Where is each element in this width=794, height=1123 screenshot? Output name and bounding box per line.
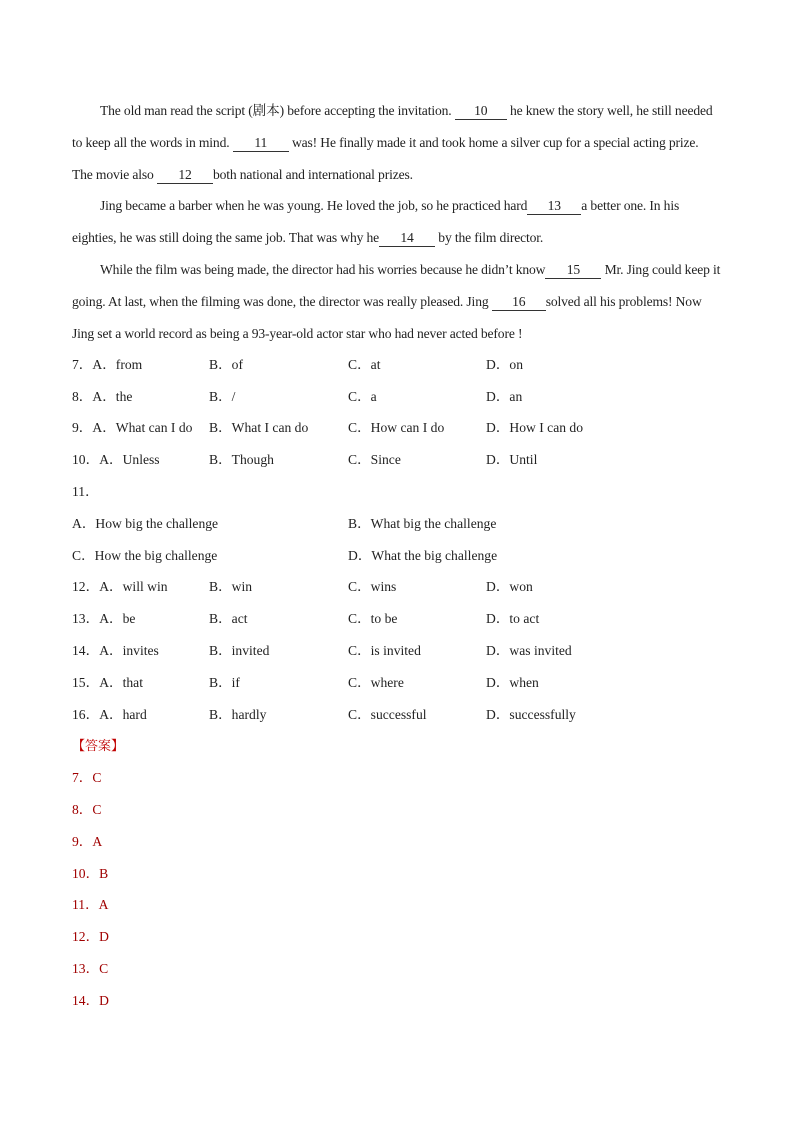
option-d: D．on [486,357,524,372]
question-number: 8．A．the [72,389,133,404]
option-b: B．Though [209,452,274,467]
passage-text: was! He finally made it and took home a silver cup for a special acting prize. The movie also [72,134,699,182]
answer-item: 8．C [72,802,102,817]
option-b: B．/ [209,389,236,404]
option-c: C．a [348,389,377,404]
question-number: 14．A．invites [72,643,159,658]
option-d: D．Until [486,452,538,467]
blank-15: 15 [545,262,601,279]
option-d: D．an [486,389,523,404]
option-b: B．hardly [209,707,267,722]
blank-12: 12 [157,167,213,184]
option-d: D．to act [486,611,540,626]
option-c: C．is invited [348,643,421,658]
option-a: A．from [92,357,143,372]
option-d: D．was invited [486,643,572,658]
question-number: 10．A．Unless [72,452,160,467]
blank-14: 14 [379,230,435,247]
option-c: C．How can I do [348,420,445,435]
answer-item: 11．A [72,897,109,912]
option-c: C．successful [348,707,427,722]
question-number: 12．A．will win [72,579,168,594]
question-number: 9．A．What can I do [72,420,193,435]
passage-text: Mr. Jing could keep it going. At last, when the filming was done, the director was really pleased. Jing [72,262,721,309]
answer-item: 12．D [72,929,110,944]
blank-16: 16 [492,294,546,311]
answer-item: 13．C [72,961,109,976]
option-d: D．won [486,579,533,594]
option-c: C．wins [348,579,397,594]
option-c: C．where [348,675,404,690]
answer-heading: 【答案】 [72,739,125,754]
option-a: A．invites [99,643,159,658]
question-number: 13．A．be [72,611,136,626]
option-b: B．What I can do [209,420,309,435]
option-b: B．if [209,675,240,690]
option-a: A．Unless [99,452,160,467]
option-a: A．the [92,389,133,404]
option-d: D．How I can do [486,420,584,435]
option-b: B．invited [209,643,270,658]
question-number: 7．A．from [72,357,143,372]
option-d: D．when [486,675,539,690]
question-number: 16．A．hard [72,707,147,722]
passage-text: Jing became a barber when he was young. He loved the job, so he practiced hard [100,198,528,213]
passage-text: he knew the story well, he still needed to keep all the words in mind. [72,103,713,150]
blank-13: 13 [527,198,581,215]
option-c: C．at [348,357,381,372]
passage-text: by the film director. [435,229,544,245]
answer-item: 10．B [72,866,109,881]
option-b: B．win [209,579,253,594]
passage-text: a better one. In his eighties, he was still doing the same job. That was why he [72,198,680,245]
answer-item: 9．A [72,834,103,849]
answer-item: 7．C [72,770,102,785]
passage-text: The old man read the script (剧本) before accepting the invitation. [100,103,455,118]
question-11-number: 11． [72,484,99,499]
option-d: D．successfully [486,707,576,722]
question-number: 15．A．that [72,675,143,690]
option-a: A．that [99,675,143,690]
passage-paragraph-2 [72,190,722,254]
option-c: C．Since [348,452,401,467]
option-a: A．What can I do [92,420,193,435]
option-c: C．to be [348,611,398,626]
option-d: D．What the big challenge [348,548,498,563]
passage-text: While the film was being made, the director had his worries because he didn’t know [100,262,546,277]
answer-item: 14．D [72,993,110,1008]
option-b: B．of [209,357,243,372]
option-b: B．act [209,611,248,626]
passage-paragraph-3 [72,254,722,349]
blank-10: 10 [455,103,507,120]
option-a: A．be [99,611,136,626]
option-c: C．How the big challenge [72,548,218,563]
passage-text: solved all his problems! Now Jing set a world record as being a 93-year-old actor star who had never acted before ! [72,293,702,341]
passage-paragraph-1 [72,95,722,190]
passage-text: both national and international prizes. [212,166,413,182]
option-a: A．hard [99,707,147,722]
option-a: A．How big the challenge [72,516,219,531]
option-b: B．What big the challenge [348,516,497,531]
blank-11: 11 [233,135,289,152]
option-a: A．will win [99,579,168,594]
